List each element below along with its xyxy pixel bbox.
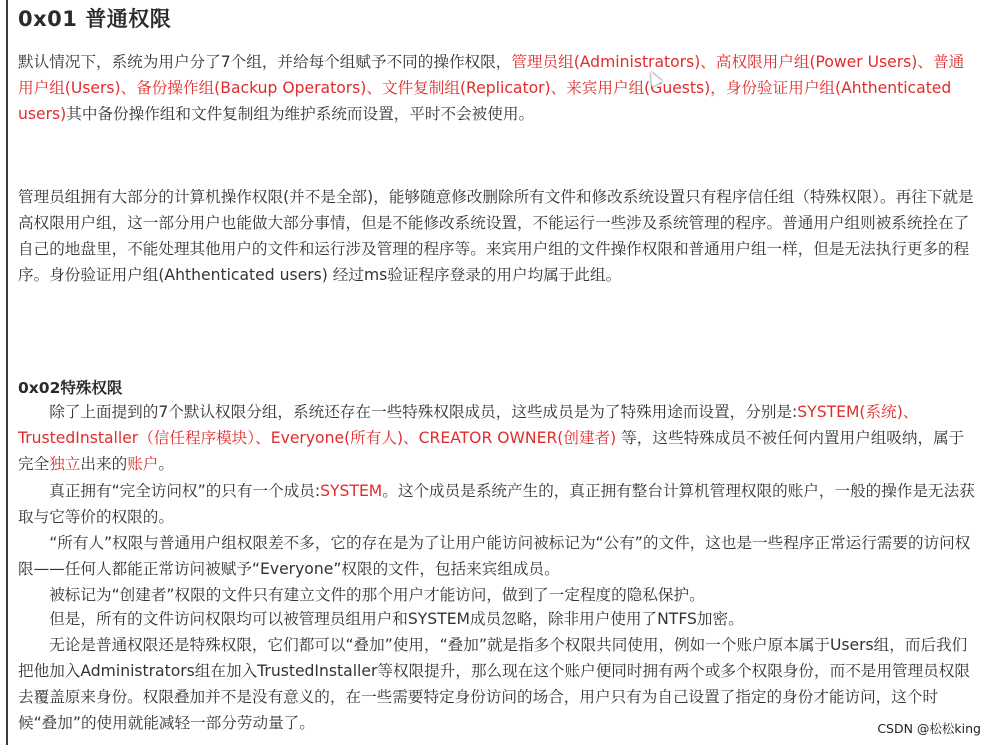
text-segment: 其中备份操作组和文件复制组为维护系统而设置，平时不会被使用。	[66, 105, 535, 123]
highlighted-text: SYSTEM(系统)、TrustedInstaller（信任程序模块）、Everyone(所有人)、CREATOR OWNER(创建者)	[18, 403, 919, 447]
text-segment: 默认情况下，系统为用户分了7个组，并给每个组赋予不同的操作权限，	[18, 53, 512, 71]
paragraph-permission-stacking: 无论是普通权限还是特殊权限，它们都可以“叠加”使用，“叠加”就是指多个权限共同使用，例如一个账户原本属于Users组，而后我们把他加入Administrators组在加入TrustedInstaller等权限提升，那么现在这个账户便同时拥有两个或多个权限身份，而不是用管理员权限去覆盖原来身份。权限叠加并不是没有意义的，在一些需要特定身份访问的场合，用户只有为自己设置了指定的身份才能访问，这个时候“叠加”的使用就能减轻一部分劳动量了。	[18, 636, 970, 732]
paragraph-ntfs: 但是，所有的文件访问权限均可以被管理员组用户和SYSTEM成员忽略，除非用户使用了NTFS加密。	[49, 610, 744, 628]
text-segment: 除了上面提到的7个默认权限分组，系统还存在一些特殊权限成员，这些成员是为了特殊用途而设置，分别是:	[49, 403, 798, 421]
paragraph-group-descriptions: 管理员组拥有大部分的计算机操作权限(并不是全部)，能够随意修改删除所有文件和修改系统设置只有程序信任组（特殊权限）。再往下就是高权限用户组，这一部分用户也能做大部分事情，但是不能修改系统设置，不能运行一些涉及系统管理的程序。普通用户组则被系统拴在了自己的地盘里，不能处理其他用户的文件和运行涉及管理的程序等。来宾用户组的文件操作权限和普通用户组一样，但是无法执行更多的程序。身份验证用户组(Ahthenticated users) 经过ms验证程序登录的用户均属于此组。	[18, 188, 974, 284]
paragraph-creator-owner: 被标记为“创建者”权限的文件只有建立文件的那个用户才能访问，做到了一定程度的隐私保护。	[49, 586, 705, 604]
section-title-special-permissions: 0x02特殊权限	[18, 379, 123, 397]
paragraph-default-groups	[18, 49, 976, 127]
paragraph-system-account	[18, 478, 976, 530]
text-segment: 。这个成员是系统产生的，真正拥有整台计算机管理权限的账户，一般的操作是无法获取与它等价的权限的。	[18, 482, 975, 526]
highlighted-text: SYSTEM	[320, 482, 383, 500]
csdn-watermark: CSDN @松松king	[877, 721, 981, 736]
highlighted-text: 独立	[49, 455, 81, 473]
section-title-normal-permissions: 0x01 普通权限	[18, 7, 172, 31]
highlighted-text: 账户	[127, 455, 159, 473]
text-segment: 真正拥有“完全访问权”的只有一个成员:	[49, 482, 321, 500]
highlighted-text: 管理员组(Administrators)、高权限用户组(Power Users)、普通用户组(Users)、备份操作组(Backup Operators)、文件复制组(Replicator)、来宾用户组(Guests)，身份验证用户组(Ahthenticated users)	[18, 53, 965, 123]
text-segment: 出来的	[80, 455, 128, 473]
paragraph-everyone: “所有人”权限与普通用户组权限差不多，它的存在是为了让用户能访问被标记为“公有”的文件，这也是一些程序正常运行需要的访问权限——任何人都能正常访问被赋予“Everyone”权限的文件，包括来宾组成员。	[18, 534, 971, 578]
left-border	[6, 0, 8, 745]
text-segment: 等，这些特殊成员不被任何内置用户组吸纳，属于完全	[18, 429, 965, 473]
text-segment: 。	[158, 455, 175, 473]
paragraph-special-members	[18, 399, 976, 477]
